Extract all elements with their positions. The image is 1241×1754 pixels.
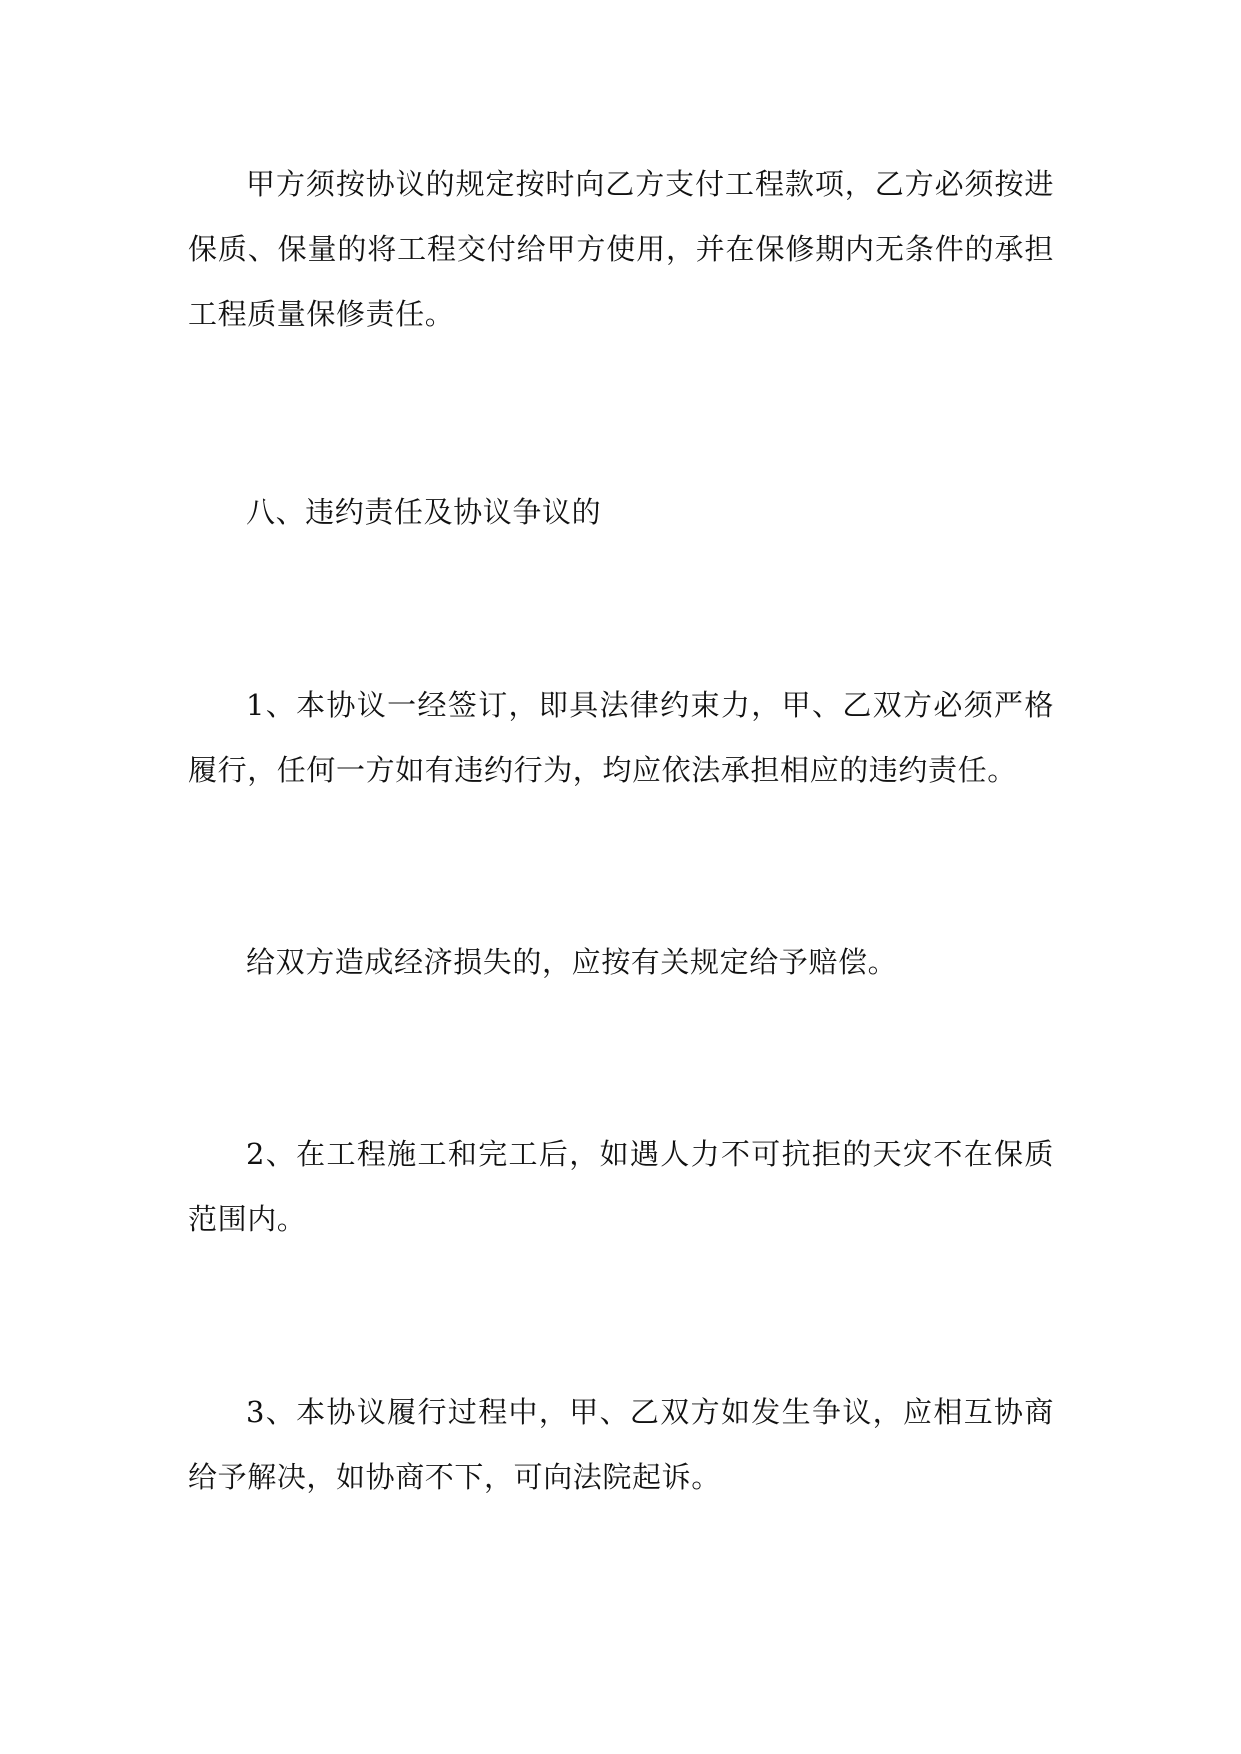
paragraph-clause-2: 2、在工程施工和完工后，如遇人力不可抗拒的天灾不在保质范围内。: [188, 1137, 1054, 1236]
section-heading-breach-liability: 八、违约责任及协议争议的: [246, 495, 602, 529]
paragraph-compensation: 给双方造成经济损失的，应按有关规定给予赔偿。: [246, 945, 898, 979]
paragraph-clause-1: 1、本协议一经签订，即具法律约束力，甲、乙双方必须严格履行，任何一方如有违约行为，均应依法承担相应的违约责任。: [188, 688, 1054, 787]
paragraph-payment-obligation: 甲方须按协议的规定按时向乙方支付工程款项，乙方必须按进保质、保量的将工程交付给甲方使用，并在保修期内无条件的承担工程质量保修责任。: [188, 167, 1054, 331]
paragraph-clause-3: 3、本协议履行过程中，甲、乙双方如发生争议，应相互协商给予解决，如协商不下，可向法院起诉。: [188, 1395, 1054, 1494]
